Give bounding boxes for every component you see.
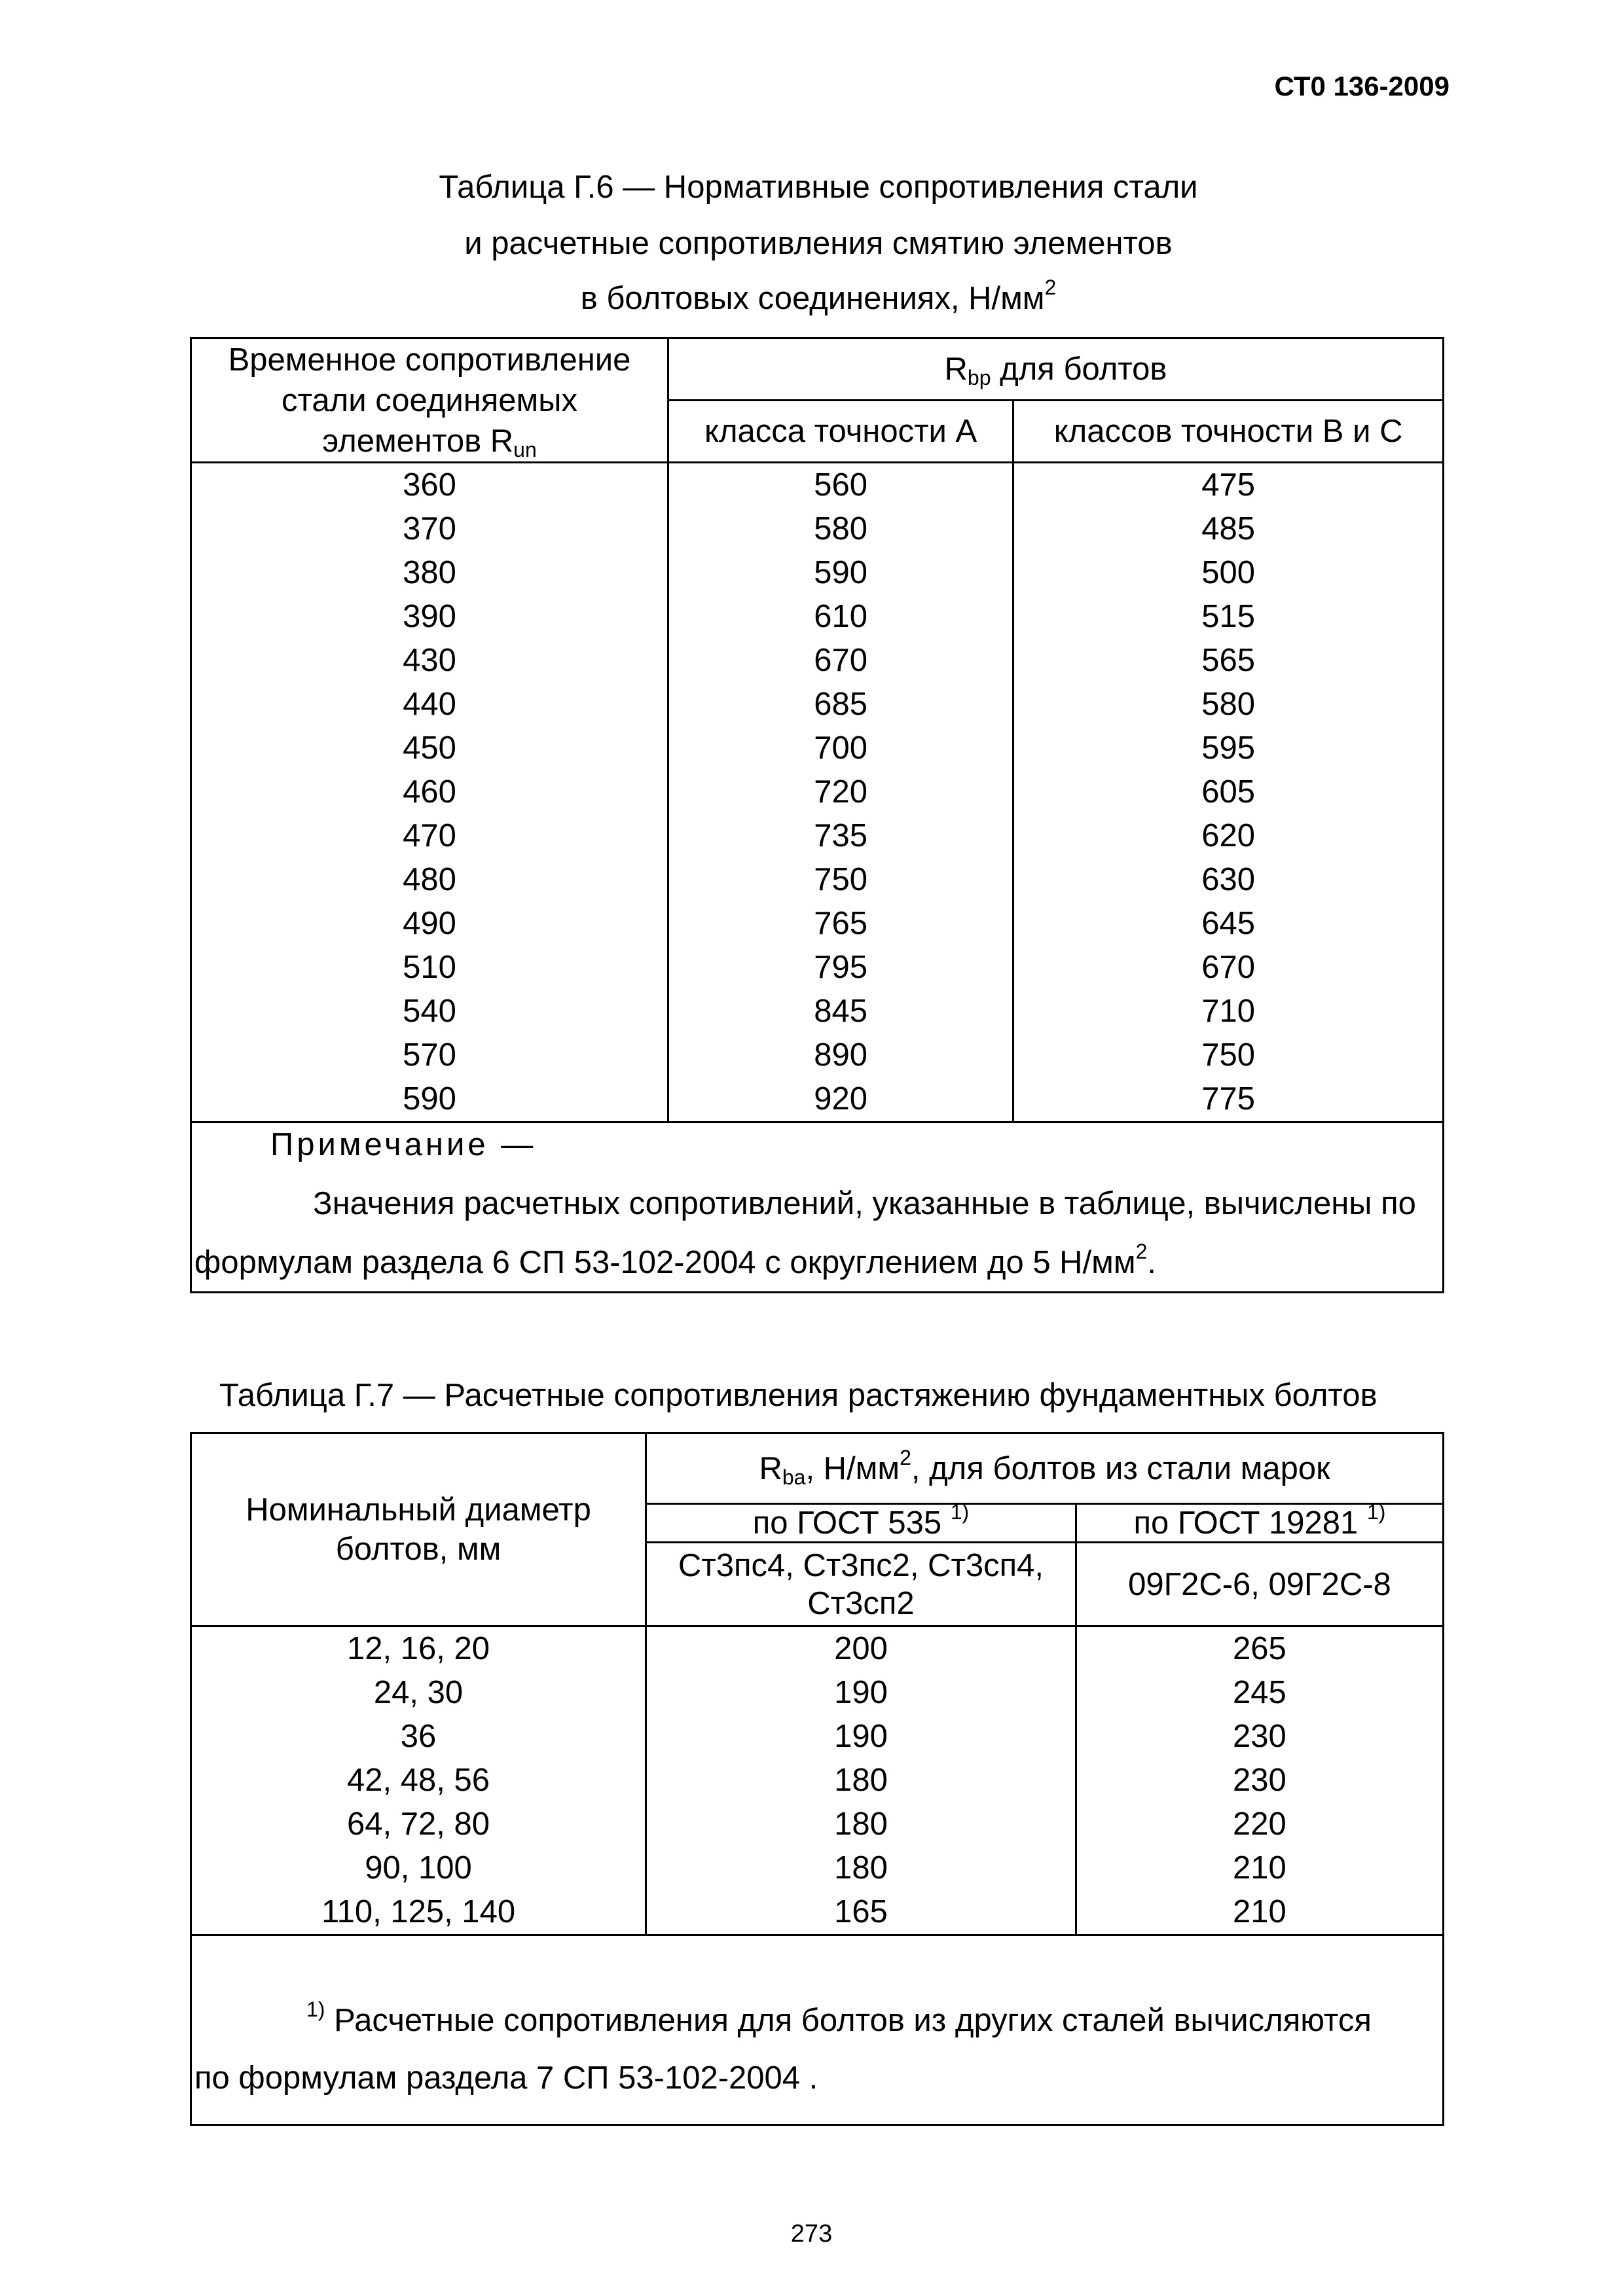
table6-cell-col2: 720 bbox=[668, 770, 1013, 814]
table7-cell-col1: 24, 30 bbox=[191, 1671, 646, 1715]
table7-row bbox=[191, 1715, 1444, 1759]
table6-row bbox=[191, 990, 1444, 1033]
table7-body bbox=[191, 1626, 1444, 1935]
table6-cell-col3: 670 bbox=[1013, 946, 1444, 990]
table6-cell-col2: 735 bbox=[668, 814, 1013, 858]
table6-cell-col3: 605 bbox=[1013, 770, 1444, 814]
table6-col1-header-line3-text: элементов R bbox=[322, 423, 514, 459]
table6-note-line2 bbox=[192, 1224, 1442, 1283]
table7-cell-col2: 180 bbox=[646, 1759, 1076, 1803]
table6-cell-col3: 620 bbox=[1013, 814, 1444, 858]
table6-cell-col1: 570 bbox=[191, 1033, 668, 1077]
table6-col1-header-line2: стали соединяемых bbox=[282, 382, 577, 418]
page-number: 273 bbox=[790, 2220, 833, 2248]
table7-row bbox=[191, 1626, 1444, 1672]
table6-cell-col1: 490 bbox=[191, 902, 668, 946]
table6-group-header-text: для болтов bbox=[991, 351, 1167, 387]
table6-caption-line2: и расчетные сопротивления смятию элементов bbox=[464, 226, 1173, 261]
document-code: СТ0 136-2009 bbox=[1274, 71, 1450, 101]
table6-row bbox=[191, 726, 1444, 770]
table6-cell-col2: 845 bbox=[668, 990, 1013, 1033]
table7-gost535-text: по ГОСТ 535 bbox=[752, 1505, 951, 1541]
table6-cell-col1: 360 bbox=[191, 463, 668, 508]
table7-footnote-line1-text: Расчетные сопротивления для болтов из других сталей вычисляются bbox=[325, 2003, 1372, 2038]
table6-cell-col1: 450 bbox=[191, 726, 668, 770]
table7-cell-col3: 210 bbox=[1076, 1846, 1443, 1890]
table7-group-header-symbol: R bbox=[759, 1450, 782, 1486]
table6-group-header-subscript: bp bbox=[967, 366, 991, 389]
table7-grade-col2-line1: Ст3пс4, Ст3пс2, Ст3сп4, bbox=[678, 1547, 1044, 1583]
table6-caption-line3-text: в болтовых соединениях, Н/мм bbox=[580, 281, 1045, 316]
table6-note-line1: Значения расчетных сопротивлений, указанные в таблице, вычислены по bbox=[313, 1186, 1416, 1221]
table6-cell-col3: 475 bbox=[1013, 463, 1444, 508]
table6-row bbox=[191, 683, 1444, 726]
table6-col1-header bbox=[191, 338, 668, 463]
table7-cell-col3: 265 bbox=[1076, 1626, 1443, 1672]
table6-cell-col2: 765 bbox=[668, 902, 1013, 946]
table6-row bbox=[191, 1077, 1444, 1122]
table7-cell-col2: 165 bbox=[646, 1890, 1076, 1935]
table7-col1-header bbox=[191, 1433, 646, 1626]
table6-group-header bbox=[668, 338, 1444, 401]
table7-row bbox=[191, 1890, 1444, 1935]
table7-cell-col3: 230 bbox=[1076, 1715, 1443, 1759]
table7-row bbox=[191, 1759, 1444, 1803]
table7-group-header-exponent: 2 bbox=[900, 1445, 911, 1469]
table6-note-unit-exponent: 2 bbox=[1135, 1240, 1148, 1263]
table6-row bbox=[191, 1033, 1444, 1077]
table7-grade-col2 bbox=[646, 1543, 1076, 1626]
table7-footnote-line1 bbox=[192, 1936, 1442, 2041]
table6-cell-col2: 890 bbox=[668, 1033, 1013, 1077]
table7-cell-col3: 245 bbox=[1076, 1671, 1443, 1715]
table6-cell-col3: 595 bbox=[1013, 726, 1444, 770]
table6 bbox=[190, 337, 1444, 1293]
table7-group-header-subscript: ba bbox=[782, 1465, 806, 1489]
table6-cell-col2: 580 bbox=[668, 507, 1013, 551]
table7-cell-col3: 220 bbox=[1076, 1803, 1443, 1846]
table6-cell-col1: 480 bbox=[191, 858, 668, 902]
table7 bbox=[190, 1432, 1444, 2126]
table6-cell-col1: 510 bbox=[191, 946, 668, 990]
table6-row bbox=[191, 902, 1444, 946]
table6-cell-col3: 630 bbox=[1013, 858, 1444, 902]
table7-cell-col3: 230 bbox=[1076, 1759, 1443, 1803]
table7-col1-header-line1: Номинальный диаметр bbox=[246, 1492, 591, 1528]
table6-group-header-symbol: R bbox=[944, 351, 968, 387]
table7-group-header-unit: , Н/мм bbox=[805, 1450, 900, 1486]
table7-cell-col2: 200 bbox=[646, 1626, 1076, 1672]
table6-cell-col1: 430 bbox=[191, 639, 668, 683]
table6-note bbox=[191, 1122, 1444, 1293]
table7-cell-col1: 64, 72, 80 bbox=[191, 1803, 646, 1846]
table6-cell-col2: 590 bbox=[668, 551, 1013, 595]
table6-cell-col1: 540 bbox=[191, 990, 668, 1033]
table6-col1-header-line1: Временное сопротивление bbox=[228, 342, 631, 378]
table6-cell-col2: 560 bbox=[668, 463, 1013, 508]
table6-cell-col1: 390 bbox=[191, 595, 668, 639]
table6-cell-col3: 515 bbox=[1013, 595, 1444, 639]
table7-footnote-mark: 1) bbox=[306, 1998, 325, 2021]
table6-cell-col1: 590 bbox=[191, 1077, 668, 1122]
table7-cell-col2: 180 bbox=[646, 1803, 1076, 1846]
table7-cell-col1: 12, 16, 20 bbox=[191, 1626, 646, 1672]
table6-col1-header-line3 bbox=[192, 421, 667, 461]
table6-row bbox=[191, 595, 1444, 639]
table7-cell-col1: 90, 100 bbox=[191, 1846, 646, 1890]
table7-row bbox=[191, 1671, 1444, 1715]
table6-cell-col2: 670 bbox=[668, 639, 1013, 683]
table7-gost535-header bbox=[646, 1500, 1076, 1543]
table6-cell-col3: 710 bbox=[1013, 990, 1444, 1033]
table6-note-title: Примечание — bbox=[270, 1127, 537, 1162]
table6-cell-col1: 460 bbox=[191, 770, 668, 814]
table7-cell-col2: 180 bbox=[646, 1846, 1076, 1890]
table7-cell-col1: 42, 48, 56 bbox=[191, 1759, 646, 1803]
table6-cell-col2: 920 bbox=[668, 1077, 1013, 1122]
table7-gost535-footnote-ref: 1) bbox=[950, 1500, 970, 1524]
table7-row bbox=[191, 1803, 1444, 1846]
table6-cell-col1: 370 bbox=[191, 507, 668, 551]
table7-grade-col3: 09Г2С-6, 09Г2С-8 bbox=[1076, 1543, 1443, 1626]
table6-row bbox=[191, 463, 1444, 508]
table6-cell-col1: 440 bbox=[191, 683, 668, 726]
table6-cell-col2: 610 bbox=[668, 595, 1013, 639]
table6-cell-col2: 795 bbox=[668, 946, 1013, 990]
table6-row bbox=[191, 946, 1444, 990]
table6-cell-col3: 645 bbox=[1013, 902, 1444, 946]
table6-caption-unit-exponent: 2 bbox=[1044, 276, 1057, 299]
table7-cell-col2: 190 bbox=[646, 1671, 1076, 1715]
table6-note-line2-end: . bbox=[1147, 1245, 1156, 1280]
table6-row bbox=[191, 507, 1444, 551]
table6-cell-col3: 775 bbox=[1013, 1077, 1444, 1122]
table7-cell-col3: 210 bbox=[1076, 1890, 1443, 1935]
table7-cell-col1: 36 bbox=[191, 1715, 646, 1759]
table7-group-header bbox=[646, 1433, 1444, 1504]
table6-cell-col3: 500 bbox=[1013, 551, 1444, 595]
table7-caption: Таблица Г.7 — Расчетные сопротивления растяжению фундаментных болтов bbox=[219, 1378, 1377, 1413]
table6-note-line2-text: формулам раздела 6 СП 53-102-2004 с округлением до 5 Н/мм bbox=[194, 1245, 1136, 1280]
table7-cell-col1: 110, 125, 140 bbox=[191, 1890, 646, 1935]
table6-cell-col3: 750 bbox=[1013, 1033, 1444, 1077]
table7-gost19281-footnote-ref: 1) bbox=[1366, 1500, 1386, 1524]
table6-col3-header: классов точности В и С bbox=[1013, 401, 1444, 463]
table7-row bbox=[191, 1846, 1444, 1890]
table7-grade-col2-line2: Ст3сп2 bbox=[807, 1585, 915, 1621]
table6-row bbox=[191, 814, 1444, 858]
table7-col1-header-line2: болтов, мм bbox=[335, 1532, 501, 1567]
table6-cell-col1: 470 bbox=[191, 814, 668, 858]
table6-cell-col2: 750 bbox=[668, 858, 1013, 902]
table6-row bbox=[191, 858, 1444, 902]
table7-gost19281-header bbox=[1076, 1500, 1443, 1543]
table6-cell-col1: 380 bbox=[191, 551, 668, 595]
table6-cell-col3: 565 bbox=[1013, 639, 1444, 683]
table6-col2-header: класса точности А bbox=[668, 401, 1013, 463]
table6-row bbox=[191, 770, 1444, 814]
table6-col1-header-subscript: un bbox=[513, 437, 537, 461]
table6-cell-col2: 700 bbox=[668, 726, 1013, 770]
table6-cell-col3: 580 bbox=[1013, 683, 1444, 726]
table7-footnote-line2: по формулам раздела 7 СП 53-102-2004 . bbox=[194, 2060, 818, 2096]
table6-body bbox=[191, 463, 1444, 1122]
table7-group-header-text: , для болтов из стали марок bbox=[911, 1450, 1330, 1486]
table7-cell-col2: 190 bbox=[646, 1715, 1076, 1759]
table6-cell-col3: 485 bbox=[1013, 507, 1444, 551]
table6-cell-col2: 685 bbox=[668, 683, 1013, 726]
table6-caption-line3 bbox=[190, 276, 1447, 316]
table6-caption-line1: Таблица Г.6 — Нормативные сопротивления стали bbox=[439, 170, 1198, 205]
table6-row bbox=[191, 551, 1444, 595]
table7-gost19281-text: по ГОСТ 19281 bbox=[1133, 1505, 1367, 1541]
table6-row bbox=[191, 639, 1444, 683]
table7-footnote bbox=[191, 1935, 1444, 2125]
